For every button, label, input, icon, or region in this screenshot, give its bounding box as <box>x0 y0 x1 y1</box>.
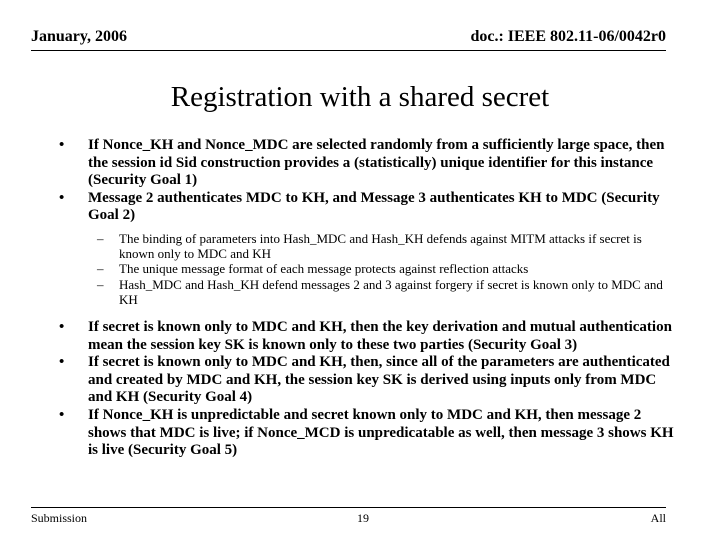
footer-submission: Submission <box>31 511 88 525</box>
slide-title: Registration with a shared secret <box>170 81 550 113</box>
bullet-list-bottom <box>58 319 680 460</box>
footer-right-label: All <box>650 511 666 525</box>
sub-bullet-item <box>58 277 680 307</box>
header-divider <box>31 50 666 51</box>
header-date: January, 2006 <box>31 28 128 45</box>
sub-bullet-marker: – <box>97 261 104 277</box>
header-doc-id: doc.: IEEE 802.11-06/0042r0 <box>470 28 666 45</box>
bullet-list-top <box>58 137 680 225</box>
bullet-text: If secret is known only to MDC and KH, then the key derivation and mutual authentication mean the session key SK is known only to these two parties (Security Goal 3) <box>88 319 672 353</box>
sub-bullet-text: Hash_MDC and Hash_KH defend messages 2 and 3 against forgery if secret is known only to MDC and KH <box>119 276 663 307</box>
bullet-text: If Nonce_KH and Nonce_MDC are selected randomly from a sufficiently large space, then the session id Sid construction provides a (statistically) unique identifier for this instance (Security Goal 1) <box>88 137 665 189</box>
bullet-text: If Nonce_KH is unpredictable and secret known only to MDC and KH, then message 2 shows that MDC is live; if Nonce_MCD is unpredicatable as well, then message 3 shows KH is live (Security Goal 5) <box>88 406 674 459</box>
bullet-marker: • <box>59 189 65 206</box>
sub-bullet-item <box>58 231 680 261</box>
sub-bullet-marker: – <box>97 276 104 292</box>
bullet-marker: • <box>59 406 65 423</box>
bullet-marker: • <box>59 137 65 153</box>
sub-bullet-item <box>58 261 680 276</box>
bullet-marker: • <box>59 354 65 371</box>
bullet-item <box>58 190 680 225</box>
bullet-item <box>58 354 680 407</box>
sub-bullet-text: The binding of parameters into Hash_MDC and Hash_KH defends against MITM attacks if secret is known only to MDC and KH <box>119 231 642 262</box>
bullet-text: Message 2 authenticates MDC to KH, and Message 3 authenticates KH to MDC (Security Goal 2) <box>88 189 660 224</box>
footer-page-number: 19 <box>357 511 369 525</box>
footer-divider <box>31 507 666 508</box>
sub-bullet-marker: – <box>97 231 104 246</box>
bullet-item <box>58 319 680 354</box>
bullet-text: If secret is known only to MDC and KH, then, since all of the parameters are authenticated and created by MDC and KH, the session key SK is derived using inputs only from MDC and KH (Security Goal 4) <box>88 354 670 406</box>
bullet-item <box>58 407 680 460</box>
sub-bullet-text: The unique message format of each message protects against reflection attacks <box>119 261 529 277</box>
bullet-marker: • <box>59 319 65 335</box>
bullet-item <box>58 137 680 190</box>
sub-bullet-list <box>58 231 680 307</box>
